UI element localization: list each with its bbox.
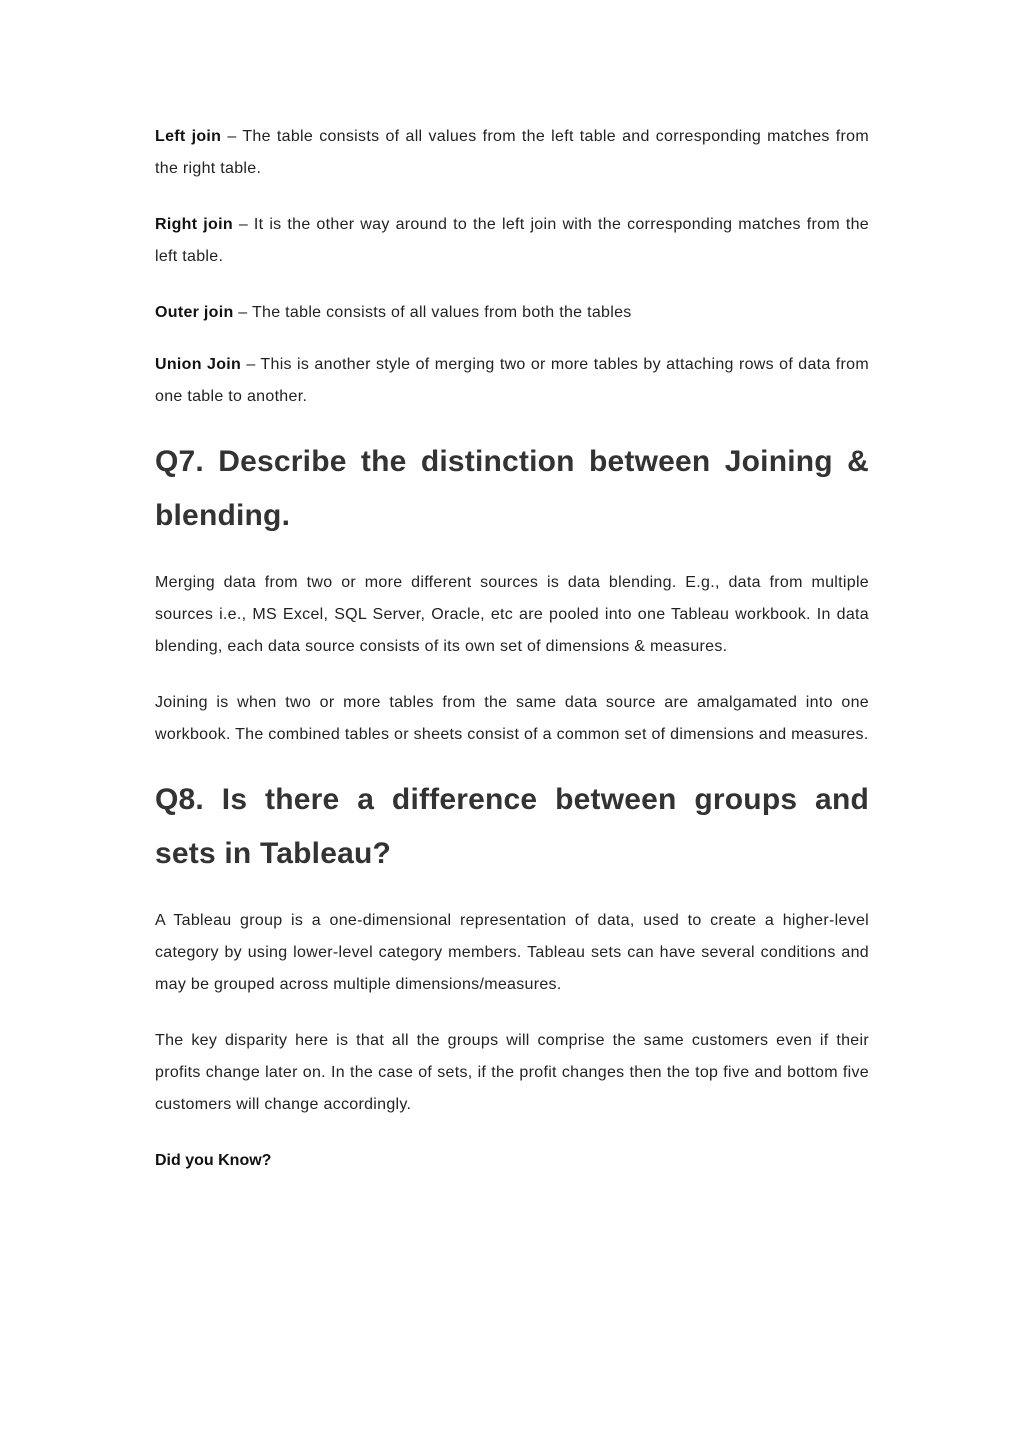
q7-heading: Q7. Describe the distinction between Joining & blending. — [155, 445, 869, 532]
q8-paragraph-groups: A Tableau group is a one-dimensional representation of data, used to create a higher-level category by using lower-level category members. Tableau sets can have several conditions and may be grouped across multiple dimensions/measures. — [155, 912, 869, 993]
right-join-text: – It is the other way around to the left join with the corresponding matches from the left table. — [155, 216, 869, 265]
union-join-term: Union Join — [155, 356, 242, 373]
right-join-paragraph — [155, 209, 869, 273]
q7-paragraph-joining: Joining is when two or more tables from the same data source are amalgamated into one workbook. The combined tables or sheets consist of a common set of dimensions and measures. — [155, 694, 869, 743]
outer-join-term: Outer join — [155, 304, 234, 321]
q7-paragraph-blending: Merging data from two or more different sources is data blending. E.g., data from multiple sources i.e., MS Excel, SQL Server, Oracle, etc are pooled into one Tableau workbook. In data blending, each data source consists of its own set of dimensions & measures. — [155, 574, 869, 655]
union-join-text: – This is another style of merging two or more tables by attaching rows of data from one table to another. — [155, 356, 870, 405]
did-you-know-label: Did you Know? — [155, 1152, 272, 1169]
q8-heading: Q8. Is there a difference between groups and sets in Tableau? — [155, 783, 869, 870]
q8-paragraph-disparity: The key disparity here is that all the groups will comprise the same customers even if their profits change later on. In the case of sets, if the profit changes then the top five and bottom five customers will change accordingly. — [155, 1032, 869, 1113]
right-join-term: Right join — [155, 216, 233, 233]
outer-join-text: – The table consists of all values from both the tables — [233, 304, 632, 321]
left-join-text: – The table consists of all values from the left table and corresponding matches from the right table. — [155, 128, 869, 177]
document-page — [155, 121, 869, 1177]
left-join-term: Left join — [155, 128, 222, 145]
left-join-paragraph — [155, 121, 869, 185]
outer-join-paragraph — [155, 297, 869, 329]
union-join-paragraph — [155, 349, 869, 413]
